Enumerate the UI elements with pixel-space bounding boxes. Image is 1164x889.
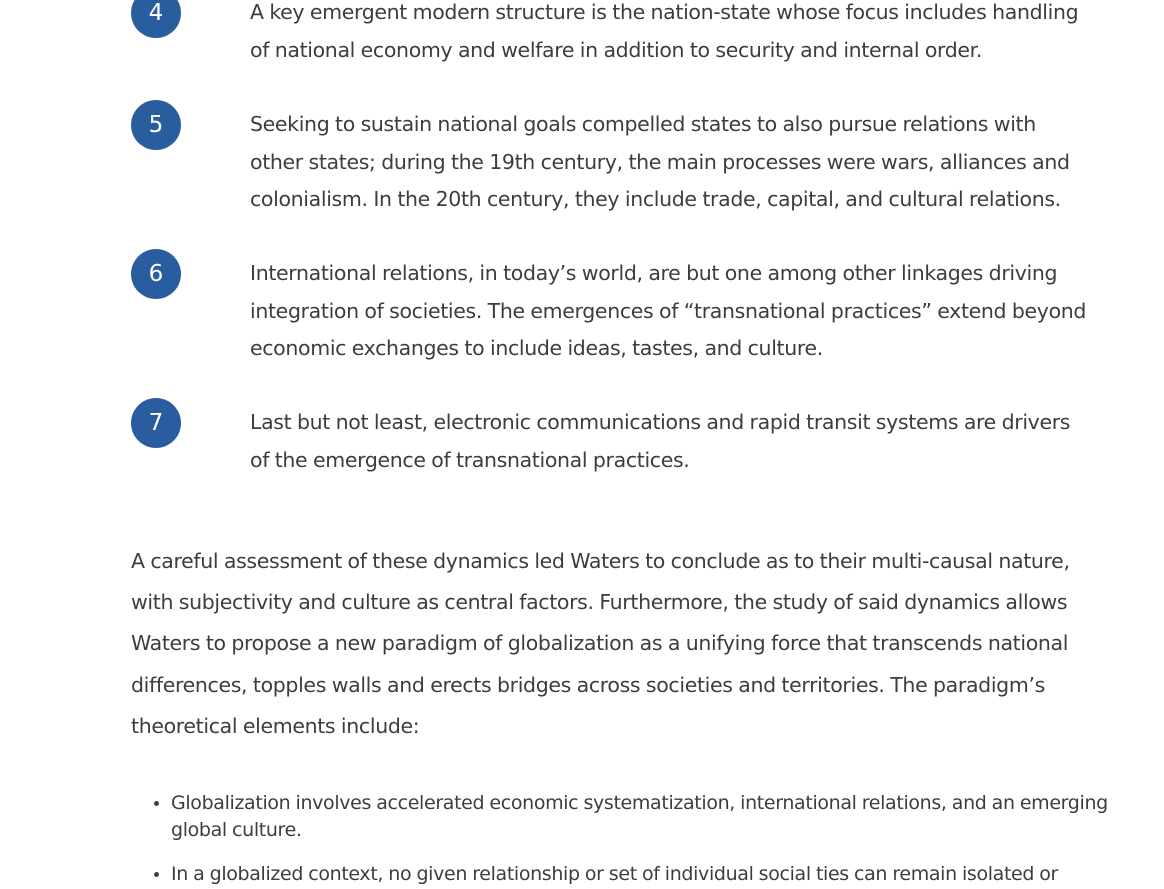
number-badge: 5: [131, 100, 181, 150]
bullet-list: [131, 790, 1131, 889]
body-paragraph: A careful assessment of these dynamics led Waters to conclude as to their multi-causal nature, with subjectivity and culture as central factors. Furthermore, the study of said dynamics allows Waters to propose a new paradigm of globalization as a unifying force that transcends national differences, topples walls and erects bridges across societies and territories. The paradigm’s theoretical elements include:: [131, 549, 1070, 738]
numbered-item-text: Last but not least, electronic communications and rapid transit systems are drivers of the emergence of transnational practices.: [250, 410, 1071, 472]
number-badge: 4: [131, 0, 181, 38]
list-item: • Globalization involves accelerated economic systematization, international relations, and an emerging global culture.: [171, 790, 1131, 844]
list-item: • In a globalized context, no given relationship or set of individual social ties can remain isolated or: [171, 861, 1131, 888]
number-badge: 6: [131, 249, 181, 299]
number-badge: 7: [131, 398, 181, 448]
numbered-item-text: A key emergent modern structure is the nation-state whose focus includes handling of national economy and welfare in addition to security and internal order.: [250, 0, 1079, 62]
numbered-item-text: Seeking to sustain national goals compelled states to also pursue relations with other states; during the 19th century, the main processes were wars, alliances and colonialism. In the 20th century, they include trade, capital, and cultural relations.: [250, 112, 1070, 211]
numbered-item-text: International relations, in today’s world, are but one among other linkages driving integration of societies. The emergences of “transnational practices” extend beyond economic exchanges to include ideas, tastes, and culture.: [250, 261, 1087, 360]
